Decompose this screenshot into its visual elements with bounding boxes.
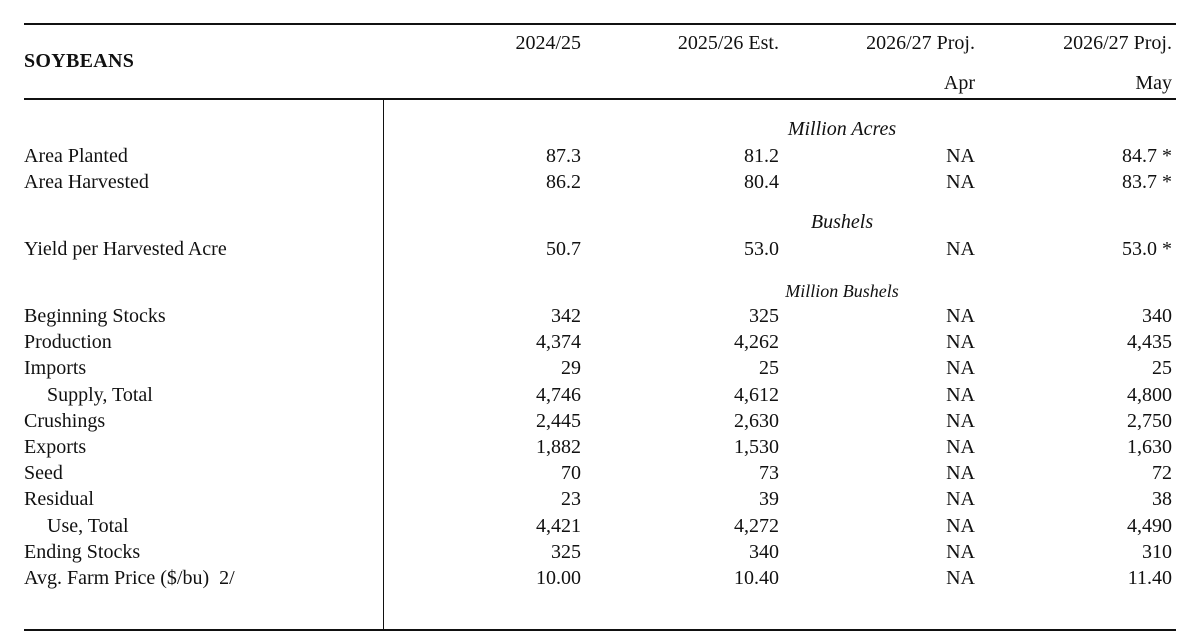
row-label: Crushings — [24, 410, 106, 432]
label-column-divider — [383, 99, 384, 630]
table-title: SOYBEANS — [24, 50, 135, 72]
row-label: Avg. Farm Price ($/bu) 2/ — [24, 567, 235, 589]
table-cell: 1,530 — [734, 436, 779, 458]
table-cell: 39 — [759, 488, 779, 510]
table-cell: 340 — [1142, 305, 1172, 327]
row-label: Seed — [24, 462, 63, 484]
table-cell: NA — [946, 357, 975, 379]
table-cell: NA — [946, 331, 975, 353]
row-label: Exports — [24, 436, 87, 458]
table-cell: NA — [946, 384, 975, 406]
table-cell: NA — [946, 238, 975, 260]
row-label: Supply, Total — [47, 384, 153, 406]
table-cell: 84.7 * — [1122, 145, 1172, 167]
table-cell: NA — [946, 515, 975, 537]
row-label: Area Harvested — [24, 171, 149, 193]
table-bottom-rule — [24, 629, 1176, 631]
table-cell: 87.3 — [546, 145, 581, 167]
table-cell: 2,750 — [1127, 410, 1172, 432]
unit-bushels: Bushels — [810, 211, 874, 233]
table-cell: 25 — [1152, 357, 1172, 379]
unit-million-bushels: Million Bushels — [785, 281, 899, 301]
column-header-2025-26: 2025/26 Est. — [677, 32, 779, 54]
table-cell: 1,882 — [536, 436, 581, 458]
table-cell: 2,630 — [734, 410, 779, 432]
table-cell: NA — [946, 462, 975, 484]
table-cell: 310 — [1142, 541, 1172, 563]
row-label: Use, Total — [47, 515, 129, 537]
table-cell: 29 — [561, 357, 581, 379]
column-header-2026-27-apr: 2026/27 Proj. — [866, 32, 975, 54]
unit-million-acres: Million Acres — [787, 118, 897, 140]
table-cell: 11.40 — [1127, 567, 1172, 589]
table-cell: 325 — [749, 305, 779, 327]
table-cell: NA — [946, 305, 975, 327]
table-cell: 4,490 — [1127, 515, 1172, 537]
table-cell: NA — [946, 541, 975, 563]
table-cell: 4,262 — [734, 331, 779, 353]
table-cell: 70 — [561, 462, 581, 484]
table-cell: 25 — [759, 357, 779, 379]
table-cell: 2,445 — [536, 410, 581, 432]
table-cell: 50.7 — [546, 238, 581, 260]
table-cell: 81.2 — [744, 145, 779, 167]
table-cell: 53.0 — [744, 238, 779, 260]
table-cell: 4,374 — [536, 331, 581, 353]
table-cell: 72 — [1152, 462, 1172, 484]
column-subheader-apr: Apr — [943, 72, 975, 94]
table-cell: 4,435 — [1127, 331, 1172, 353]
table-cell: NA — [946, 567, 975, 589]
table-cell: 1,630 — [1127, 436, 1172, 458]
table-cell: NA — [946, 145, 975, 167]
table-cell: 325 — [551, 541, 581, 563]
table-cell: 340 — [749, 541, 779, 563]
table-header-rule — [24, 98, 1176, 100]
table-top-rule — [24, 23, 1176, 25]
table-cell: 23 — [561, 488, 581, 510]
table-cell: 86.2 — [546, 171, 581, 193]
row-label: Imports — [24, 357, 87, 379]
column-subheader-may: May — [1135, 72, 1172, 94]
column-header-2026-27-may: 2026/27 Proj. — [1063, 32, 1172, 54]
table-cell: 4,746 — [536, 384, 581, 406]
table-cell: 4,272 — [734, 515, 779, 537]
table-cell: 83.7 * — [1122, 171, 1172, 193]
table-cell: 4,800 — [1127, 384, 1172, 406]
table-cell: NA — [946, 171, 975, 193]
table-cell: 342 — [551, 305, 581, 327]
row-label: Residual — [24, 488, 94, 510]
column-header-2024-25: 2024/25 — [515, 32, 581, 54]
table-cell: 4,421 — [536, 515, 581, 537]
row-label: Yield per Harvested Acre — [24, 238, 227, 260]
row-label: Production — [24, 331, 112, 353]
table-cell: 38 — [1152, 488, 1172, 510]
table-cell: 10.40 — [734, 567, 779, 589]
table-cell: NA — [946, 488, 975, 510]
row-label: Beginning Stocks — [24, 305, 166, 327]
row-label: Area Planted — [24, 145, 128, 167]
table-cell: 4,612 — [734, 384, 779, 406]
row-label: Ending Stocks — [24, 541, 141, 563]
table-cell: NA — [946, 410, 975, 432]
table-cell: 10.00 — [536, 567, 581, 589]
table-cell: 53.0 * — [1122, 238, 1172, 260]
table-cell: NA — [946, 436, 975, 458]
table-cell: 73 — [759, 462, 779, 484]
table-cell: 80.4 — [744, 171, 779, 193]
